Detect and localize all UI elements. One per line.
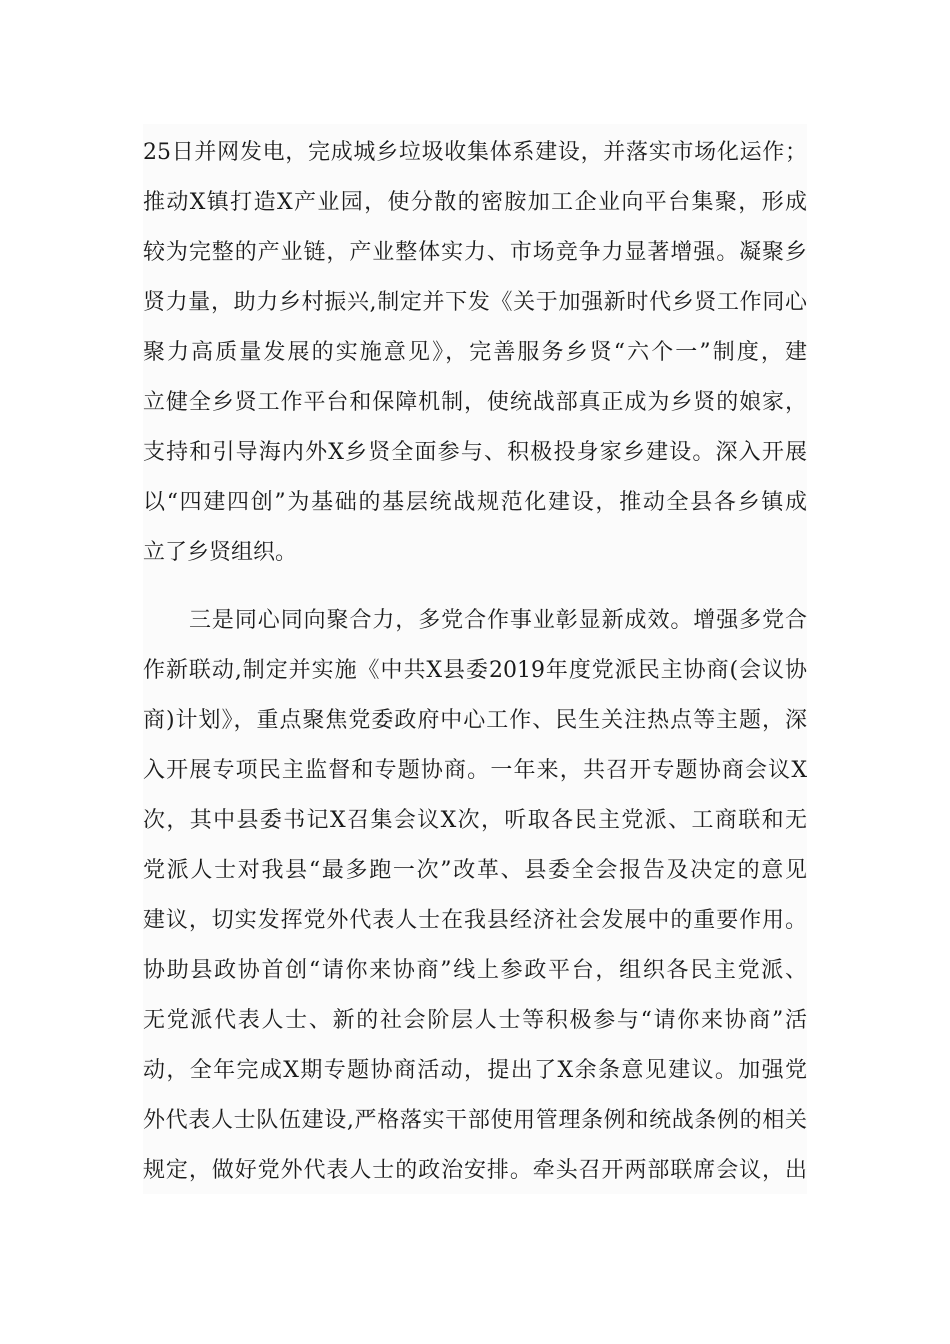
paragraph-2-line-8: 协助县政协首创“请你来协商”线上参政平台，组织各民主党派、 <box>143 958 807 983</box>
paragraph-2-line-4: 入开展专项民主监督和专题协商。一年来，共召开专题协商会议X <box>143 758 807 783</box>
paragraph-1-line-9: 立了乡贤组织。 <box>143 540 298 565</box>
paragraph-2-line-5: 次，其中县委书记X召集会议X次，听取各民主党派、工商联和无 <box>143 808 807 833</box>
paragraph-1-line-1: 25日并网发电，完成城乡垃圾收集体系建设，并落实市场化运作； <box>143 140 807 165</box>
paragraph-2-line-12: 规定，做好党外代表人士的政治安排。牵头召开两部联席会议，出 <box>143 1158 807 1183</box>
paragraph-2-line-1: 三是同心同向聚合力，多党合作事业彰显新成效。增强多党合 <box>189 608 807 633</box>
paragraph-2-line-9: 无党派代表人士、新的社会阶层人士等积极参与“请你来协商”活 <box>143 1008 807 1033</box>
paragraph-2-line-3: 商)计划》，重点聚焦党委政府中心工作、民生关注热点等主题，深 <box>143 708 807 733</box>
paragraph-1-line-3: 较为完整的产业链，产业整体实力、市场竞争力显著增强。凝聚乡 <box>143 240 807 265</box>
paragraph-1-line-5: 聚力高质量发展的实施意见》，完善服务乡贤“六个一”制度，建 <box>143 340 807 365</box>
paragraph-2-line-2: 作新联动,制定并实施《中共X县委2019年度党派民主协商(会议协 <box>143 658 807 683</box>
paragraph-1-line-8: 以“四建四创”为基础的基层统战规范化建设，推动全县各乡镇成 <box>143 490 807 515</box>
paragraph-1-line-2: 推动X镇打造X产业园，使分散的密胺加工企业向平台集聚，形成 <box>143 190 807 215</box>
paragraph-1-line-4: 贤力量，助力乡村振兴,制定并下发《关于加强新时代乡贤工作同心 <box>143 290 807 315</box>
document-body <box>143 124 807 1194</box>
paragraph-2-line-11: 外代表人士队伍建设,严格落实干部使用管理条例和统战条例的相关 <box>143 1108 807 1133</box>
paragraph-2-line-10: 动，全年完成X期专题协商活动，提出了X余条意见建议。加强党 <box>143 1058 807 1083</box>
paragraph-1-line-7: 支持和引导海内外X乡贤全面参与、积极投身家乡建设。深入开展 <box>143 440 807 465</box>
paragraph-2-line-6: 党派人士对我县“最多跑一次”改革、县委全会报告及决定的意见 <box>143 858 807 883</box>
paragraph-2-line-7: 建议，切实发挥党外代表人士在我县经济社会发展中的重要作用。 <box>143 908 807 933</box>
paragraph-1-line-6: 立健全乡贤工作平台和保障机制，使统战部真正成为乡贤的娘家， <box>143 390 807 415</box>
